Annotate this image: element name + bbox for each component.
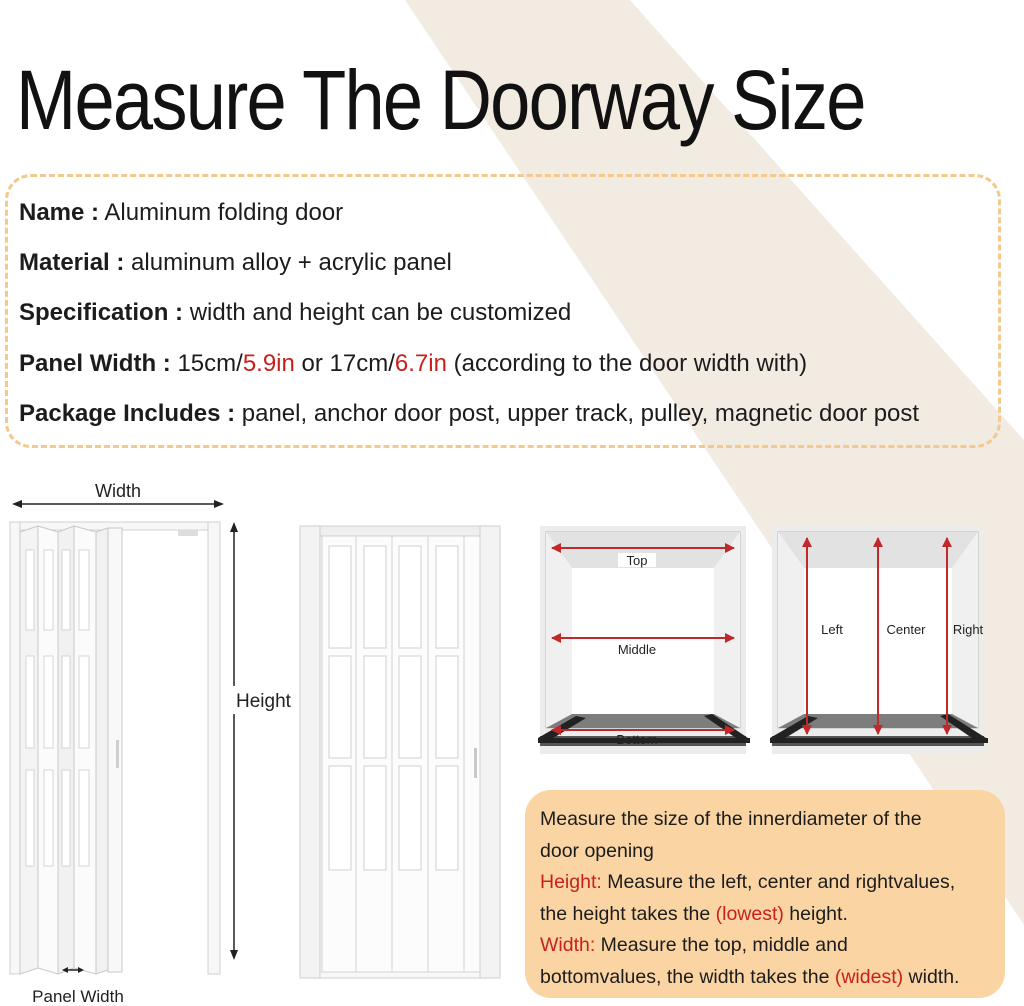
doorway-width-panel	[538, 526, 750, 754]
spec-name-row	[19, 199, 343, 227]
panel-width-label: Panel Width	[32, 987, 124, 1006]
spec-panel-width-part1: 15cm/	[177, 350, 243, 377]
note-line-1: Measure the size of the innerdiameter of the	[540, 808, 922, 830]
bottom-label: Bottom	[616, 732, 658, 747]
doorway-measurement-illustration	[536, 524, 990, 760]
left-label: Left	[821, 622, 843, 637]
spec-name-value: Aluminum folding door	[104, 199, 344, 226]
note-height-line-1	[540, 867, 991, 899]
spec-panel-width-label: Panel Width :	[19, 350, 171, 377]
spec-specification-label: Specification :	[19, 299, 184, 326]
top-label: Top	[626, 553, 648, 568]
spec-panel-width-row	[19, 350, 807, 378]
spec-material-row	[19, 249, 452, 277]
spec-package-value: panel, anchor door post, upper track, pulley, magnetic door post	[241, 400, 920, 427]
note-width-text-2: bottomvalues, the width takes the	[540, 965, 835, 988]
note-width-line-1	[540, 930, 991, 962]
spec-panel-width-inches-1: 5.9in	[242, 350, 295, 377]
note-height-text-2: the height takes the	[540, 902, 716, 925]
specification-box	[5, 174, 1001, 448]
right-label: Right	[952, 622, 984, 637]
spec-package-label: Package Includes :	[19, 400, 236, 427]
note-height-text-3: height.	[783, 902, 848, 925]
note-height-line-2	[540, 899, 991, 931]
note-width-text-3: width.	[903, 965, 960, 988]
note-height-label: Height:	[540, 871, 602, 893]
spec-material-label: Material :	[19, 249, 125, 276]
spec-specification-value: width and height can be customized	[189, 299, 572, 326]
note-width-label: Width:	[540, 934, 596, 956]
folding-door-front-illustration	[298, 520, 508, 982]
height-label: Height	[236, 691, 291, 712]
center-label: Center	[886, 622, 926, 637]
spec-package-row	[19, 400, 919, 428]
spec-panel-width-part3: (according to the door width with)	[446, 350, 808, 377]
doorway-height-panel	[770, 526, 988, 754]
note-width-text-1: Measure the top, middle and	[595, 934, 848, 956]
note-height-text-1: Measure the left, center and rightvalues,	[601, 871, 956, 893]
page-title: Measure The Doorway Size	[16, 53, 865, 147]
measurement-note-box	[525, 790, 1005, 998]
note-width-key: (widest)	[834, 965, 904, 988]
note-line-2: door opening	[540, 839, 654, 862]
spec-material-value: aluminum alloy + acrylic panel	[131, 249, 452, 276]
note-height-key: (lowest)	[715, 902, 784, 925]
width-label: Width	[94, 481, 142, 501]
folded-door-panels	[20, 526, 122, 974]
spec-specification-row	[19, 299, 571, 327]
middle-label: Middle	[617, 642, 657, 657]
note-width-line-2	[540, 962, 991, 994]
spec-panel-width-part2: or 17cm/	[294, 350, 395, 377]
spec-panel-width-inches-2: 6.7in	[394, 350, 447, 377]
folding-door-dimensions-illustration	[0, 470, 300, 1006]
spec-name-label: Name :	[19, 199, 100, 226]
